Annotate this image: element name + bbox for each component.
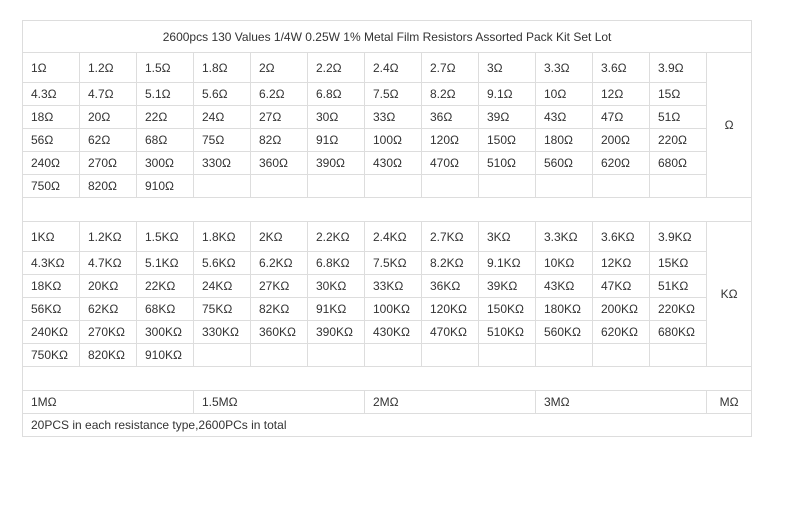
spacer-cell [23, 367, 752, 391]
ohm-value-cell: 56Ω [23, 129, 80, 152]
kohm-row [23, 321, 752, 344]
ohm-value-cell: 270Ω [80, 152, 137, 175]
kohm-value-cell: 150KΩ [479, 298, 536, 321]
ohm-value-cell: 750Ω [23, 175, 80, 198]
ohm-value-cell: 390Ω [308, 152, 365, 175]
kohm-value-cell: 1.5KΩ [137, 222, 194, 252]
kohm-value-cell: 9.1KΩ [479, 252, 536, 275]
mohm-value-cell: 2MΩ [365, 391, 536, 414]
ohm-value-cell: 82Ω [251, 129, 308, 152]
ohm-value-cell: 30Ω [308, 106, 365, 129]
kohm-value-cell: 430KΩ [365, 321, 422, 344]
kohm-value-cell: 680KΩ [650, 321, 707, 344]
ohm-value-cell: 360Ω [251, 152, 308, 175]
ohm-value-cell: 430Ω [365, 152, 422, 175]
kohm-value-cell: 5.6KΩ [194, 252, 251, 275]
kohm-value-cell: 36KΩ [422, 275, 479, 298]
kohm-value-cell: 300KΩ [137, 321, 194, 344]
kohm-value-cell: 5.1KΩ [137, 252, 194, 275]
ohm-row [23, 106, 752, 129]
ohm-value-cell: 62Ω [80, 129, 137, 152]
kohm-value-cell [536, 344, 593, 367]
table-body [23, 21, 752, 437]
ohm-value-cell: 910Ω [137, 175, 194, 198]
kohm-value-cell: 82KΩ [251, 298, 308, 321]
kohm-value-cell: 1KΩ [23, 222, 80, 252]
ohm-value-cell: 91Ω [308, 129, 365, 152]
kohm-value-cell [422, 344, 479, 367]
ohm-value-cell: 3.3Ω [536, 53, 593, 83]
ohm-unit-label: Ω [707, 53, 752, 198]
ohm-value-cell: 3.9Ω [650, 53, 707, 83]
ohm-value-cell: 24Ω [194, 106, 251, 129]
ohm-value-cell [650, 175, 707, 198]
spacer-row [23, 198, 752, 222]
page-title: 2600pcs 130 Values 1/4W 0.25W 1% Metal Film Resistors Assorted Pack Kit Set Lot [23, 21, 752, 53]
kohm-value-cell: 2.4KΩ [365, 222, 422, 252]
ohm-value-cell: 3.6Ω [593, 53, 650, 83]
ohm-value-cell [593, 175, 650, 198]
mohm-row [23, 391, 752, 414]
ohm-value-cell [422, 175, 479, 198]
ohm-value-cell: 2Ω [251, 53, 308, 83]
ohm-value-cell: 6.8Ω [308, 83, 365, 106]
kohm-value-cell: 22KΩ [137, 275, 194, 298]
kohm-value-cell: 6.8KΩ [308, 252, 365, 275]
kohm-value-cell [308, 344, 365, 367]
kohm-value-cell [479, 344, 536, 367]
resistor-values-table [22, 20, 752, 437]
kohm-value-cell [650, 344, 707, 367]
mohm-value-cell: 1.5MΩ [194, 391, 365, 414]
kohm-value-cell: 8.2KΩ [422, 252, 479, 275]
ohm-value-cell: 3Ω [479, 53, 536, 83]
ohm-value-cell: 1.8Ω [194, 53, 251, 83]
kohm-value-cell: 390KΩ [308, 321, 365, 344]
ohm-value-cell: 300Ω [137, 152, 194, 175]
title-row [23, 21, 752, 53]
kohm-value-cell: 3.3KΩ [536, 222, 593, 252]
ohm-value-cell: 6.2Ω [251, 83, 308, 106]
ohm-value-cell: 150Ω [479, 129, 536, 152]
ohm-value-cell: 10Ω [536, 83, 593, 106]
kohm-value-cell: 560KΩ [536, 321, 593, 344]
ohm-value-cell: 560Ω [536, 152, 593, 175]
kohm-value-cell [365, 344, 422, 367]
kohm-value-cell: 2.7KΩ [422, 222, 479, 252]
ohm-value-cell: 200Ω [593, 129, 650, 152]
ohm-value-cell: 470Ω [422, 152, 479, 175]
ohm-row [23, 152, 752, 175]
kohm-value-cell: 27KΩ [251, 275, 308, 298]
ohm-value-cell: 47Ω [593, 106, 650, 129]
ohm-value-cell: 39Ω [479, 106, 536, 129]
ohm-row [23, 53, 752, 83]
ohm-value-cell: 4.7Ω [80, 83, 137, 106]
ohm-value-cell: 1.2Ω [80, 53, 137, 83]
kohm-value-cell: 100KΩ [365, 298, 422, 321]
ohm-value-cell: 15Ω [650, 83, 707, 106]
kohm-value-cell: 910KΩ [137, 344, 194, 367]
ohm-value-cell: 36Ω [422, 106, 479, 129]
total-note: 20PCS in each resistance type,2600PCs in total [23, 414, 752, 437]
kohm-row [23, 275, 752, 298]
ohm-value-cell: 43Ω [536, 106, 593, 129]
ohm-row [23, 175, 752, 198]
kohm-value-cell: 4.7KΩ [80, 252, 137, 275]
ohm-value-cell: 2.4Ω [365, 53, 422, 83]
kohm-row [23, 344, 752, 367]
kohm-value-cell: 15KΩ [650, 252, 707, 275]
kohm-value-cell: 18KΩ [23, 275, 80, 298]
mohm-value-cell: 1MΩ [23, 391, 194, 414]
kohm-value-cell: 47KΩ [593, 275, 650, 298]
kohm-value-cell: 91KΩ [308, 298, 365, 321]
kohm-value-cell: 39KΩ [479, 275, 536, 298]
ohm-value-cell: 1.5Ω [137, 53, 194, 83]
kohm-value-cell: 24KΩ [194, 275, 251, 298]
kohm-value-cell: 360KΩ [251, 321, 308, 344]
ohm-value-cell: 510Ω [479, 152, 536, 175]
kohm-value-cell: 510KΩ [479, 321, 536, 344]
ohm-value-cell [536, 175, 593, 198]
kohm-value-cell: 3.9KΩ [650, 222, 707, 252]
kohm-value-cell: 75KΩ [194, 298, 251, 321]
ohm-value-cell: 820Ω [80, 175, 137, 198]
ohm-value-cell [308, 175, 365, 198]
ohm-value-cell: 620Ω [593, 152, 650, 175]
mohm-value-cell: 3MΩ [536, 391, 707, 414]
ohm-value-cell: 680Ω [650, 152, 707, 175]
ohm-value-cell: 75Ω [194, 129, 251, 152]
ohm-value-cell: 1Ω [23, 53, 80, 83]
kohm-value-cell: 200KΩ [593, 298, 650, 321]
ohm-value-cell [479, 175, 536, 198]
kohm-value-cell: 62KΩ [80, 298, 137, 321]
kohm-value-cell: 56KΩ [23, 298, 80, 321]
ohm-value-cell: 68Ω [137, 129, 194, 152]
kohm-value-cell: 470KΩ [422, 321, 479, 344]
kohm-value-cell: 10KΩ [536, 252, 593, 275]
ohm-value-cell: 12Ω [593, 83, 650, 106]
ohm-value-cell: 180Ω [536, 129, 593, 152]
ohm-value-cell: 22Ω [137, 106, 194, 129]
kohm-value-cell: 33KΩ [365, 275, 422, 298]
ohm-value-cell: 2.7Ω [422, 53, 479, 83]
ohm-row [23, 83, 752, 106]
kohm-value-cell: 180KΩ [536, 298, 593, 321]
kohm-unit-label: KΩ [707, 222, 752, 367]
kohm-value-cell: 1.2KΩ [80, 222, 137, 252]
kohm-row [23, 252, 752, 275]
kohm-value-cell: 6.2KΩ [251, 252, 308, 275]
kohm-value-cell: 120KΩ [422, 298, 479, 321]
kohm-value-cell: 620KΩ [593, 321, 650, 344]
ohm-value-cell: 51Ω [650, 106, 707, 129]
kohm-value-cell: 330KΩ [194, 321, 251, 344]
kohm-value-cell: 7.5KΩ [365, 252, 422, 275]
ohm-value-cell: 4.3Ω [23, 83, 80, 106]
spacer-row [23, 367, 752, 391]
ohm-value-cell [194, 175, 251, 198]
kohm-row [23, 222, 752, 252]
ohm-value-cell: 7.5Ω [365, 83, 422, 106]
kohm-value-cell: 750KΩ [23, 344, 80, 367]
ohm-value-cell: 27Ω [251, 106, 308, 129]
ohm-value-cell: 33Ω [365, 106, 422, 129]
kohm-value-cell [251, 344, 308, 367]
ohm-value-cell: 120Ω [422, 129, 479, 152]
kohm-value-cell: 2.2KΩ [308, 222, 365, 252]
mohm-unit-label: MΩ [707, 391, 752, 414]
kohm-value-cell: 20KΩ [80, 275, 137, 298]
kohm-value-cell: 3KΩ [479, 222, 536, 252]
ohm-value-cell: 18Ω [23, 106, 80, 129]
ohm-value-cell: 2.2Ω [308, 53, 365, 83]
ohm-value-cell: 9.1Ω [479, 83, 536, 106]
note-row [23, 414, 752, 437]
ohm-value-cell: 330Ω [194, 152, 251, 175]
kohm-value-cell: 12KΩ [593, 252, 650, 275]
kohm-value-cell: 240KΩ [23, 321, 80, 344]
kohm-value-cell: 1.8KΩ [194, 222, 251, 252]
ohm-value-cell: 5.6Ω [194, 83, 251, 106]
kohm-row [23, 298, 752, 321]
ohm-value-cell: 5.1Ω [137, 83, 194, 106]
spacer-cell [23, 198, 752, 222]
kohm-value-cell: 43KΩ [536, 275, 593, 298]
kohm-value-cell: 270KΩ [80, 321, 137, 344]
kohm-value-cell: 2KΩ [251, 222, 308, 252]
kohm-value-cell: 51KΩ [650, 275, 707, 298]
ohm-value-cell [365, 175, 422, 198]
kohm-value-cell [593, 344, 650, 367]
ohm-value-cell: 220Ω [650, 129, 707, 152]
kohm-value-cell: 820KΩ [80, 344, 137, 367]
ohm-value-cell: 240Ω [23, 152, 80, 175]
kohm-value-cell: 4.3KΩ [23, 252, 80, 275]
kohm-value-cell: 68KΩ [137, 298, 194, 321]
kohm-value-cell: 220KΩ [650, 298, 707, 321]
kohm-value-cell: 3.6KΩ [593, 222, 650, 252]
ohm-value-cell: 100Ω [365, 129, 422, 152]
kohm-value-cell [194, 344, 251, 367]
ohm-value-cell: 8.2Ω [422, 83, 479, 106]
ohm-value-cell: 20Ω [80, 106, 137, 129]
ohm-row [23, 129, 752, 152]
kohm-value-cell: 30KΩ [308, 275, 365, 298]
ohm-value-cell [251, 175, 308, 198]
